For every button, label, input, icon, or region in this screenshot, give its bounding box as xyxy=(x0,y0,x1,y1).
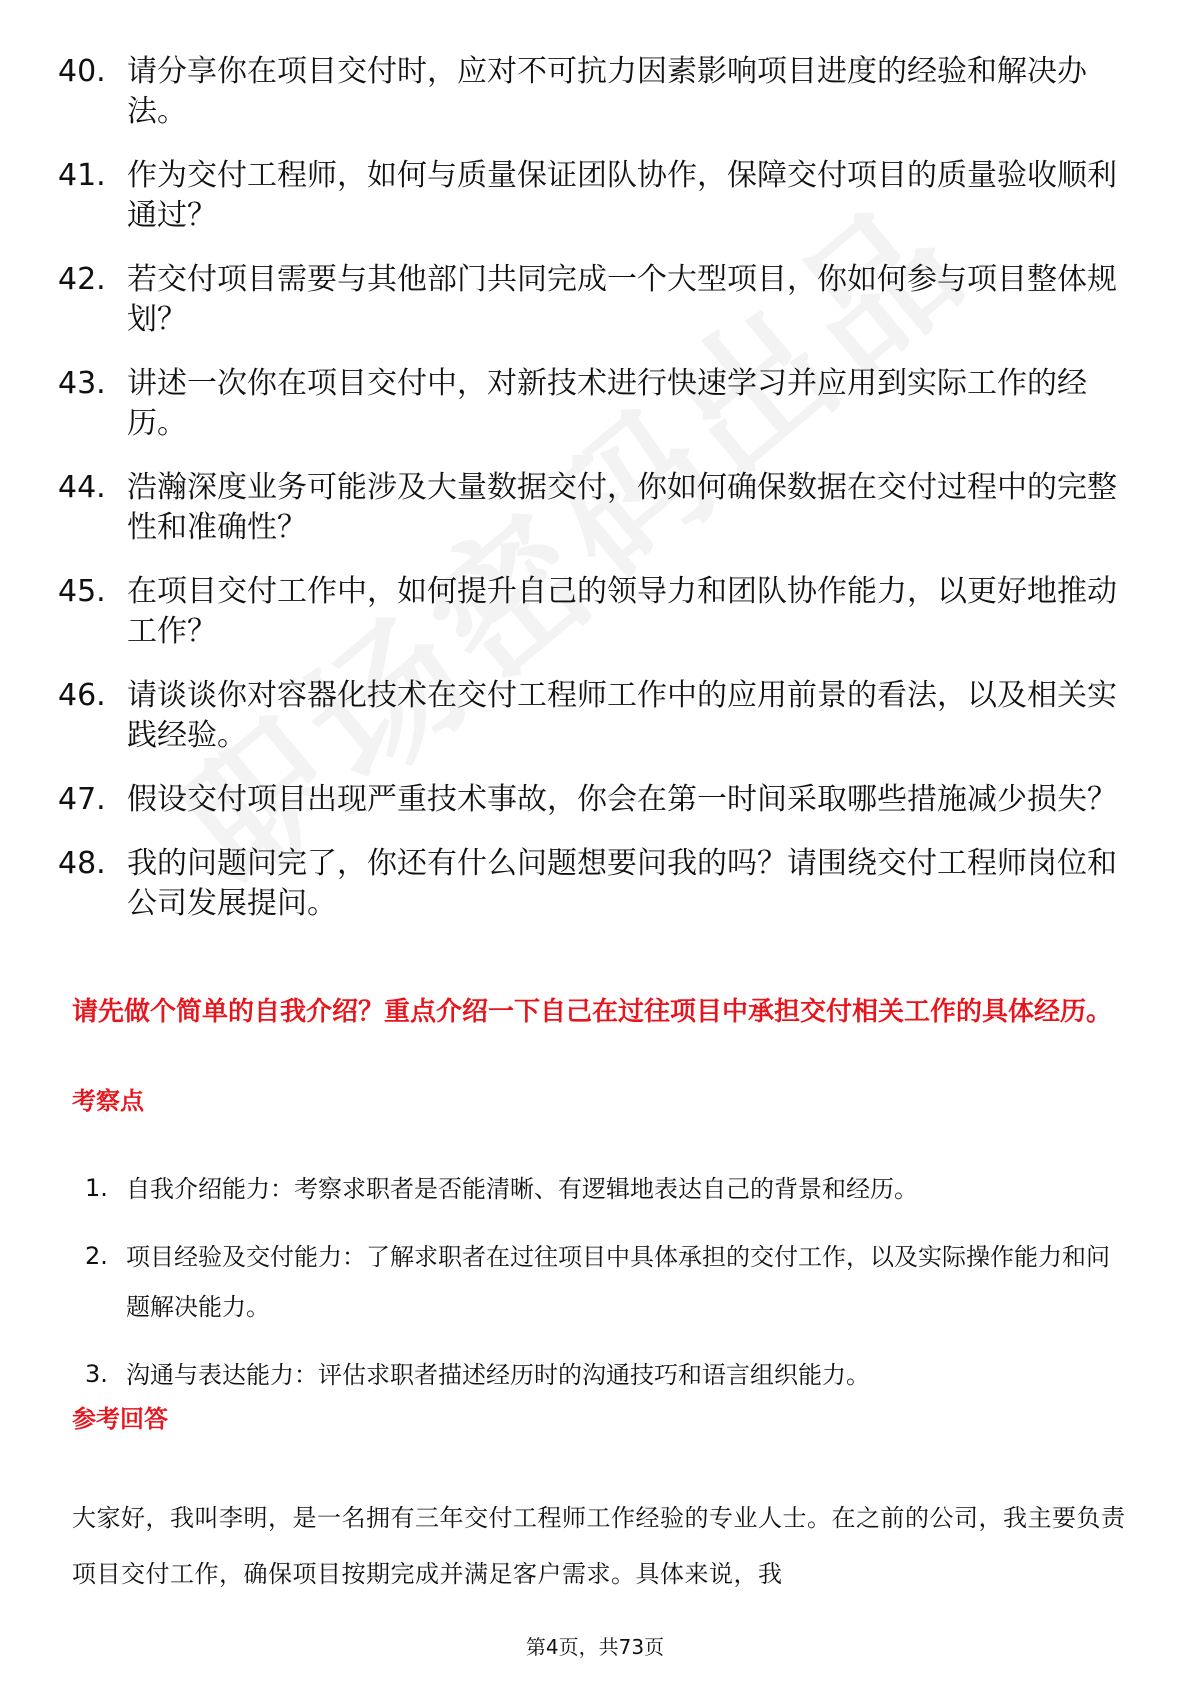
focus-point xyxy=(0,1164,1190,1214)
question-item-41 xyxy=(0,156,1190,236)
focus-point-number: 1. xyxy=(85,1174,108,1202)
focus-point xyxy=(0,1350,1190,1400)
focus-point-number: 3. xyxy=(85,1360,108,1388)
question-number: 40. xyxy=(58,54,106,89)
question-item-46 xyxy=(0,676,1190,756)
question-number: 41. xyxy=(58,158,106,193)
question-number: 46. xyxy=(58,678,106,713)
question-number: 43. xyxy=(58,366,106,401)
question-item-45 xyxy=(0,572,1190,652)
question-item-43 xyxy=(0,364,1190,444)
question-text: 我的问题问完了，你还有什么问题想要问我的吗？请围绕交付工程师岗位和公司发展提问。 xyxy=(127,846,1117,921)
question-item-42 xyxy=(0,260,1190,340)
question-number: 44. xyxy=(58,470,106,505)
question-headline: 请先做个简单的自我介绍？重点介绍一下自己在过往项目中承担交付相关工作的具体经历。 xyxy=(72,997,1113,1027)
question-item-48 xyxy=(0,844,1190,924)
question-text: 讲述一次你在项目交付中，对新技术进行快速学习并应用到实际工作的经历。 xyxy=(127,366,1087,441)
question-item-47 xyxy=(0,780,1190,820)
answer-section-title: 参考回答 xyxy=(72,1405,168,1433)
question-number: 48. xyxy=(58,846,106,881)
question-number: 42. xyxy=(58,262,106,297)
question-number: 47. xyxy=(58,782,106,817)
focus-point-number: 2. xyxy=(85,1242,108,1270)
answer-paragraph: 大家好，我叫李明，是一名拥有三年交付工程师工作经验的专业人士。在之前的公司，我主要负责项目交付工作，确保项目按期完成并满足客户需求。具体来说，我 xyxy=(72,1504,1126,1588)
question-text: 假设交付项目出现严重技术事故，你会在第一时间采取哪些措施减少损失？ xyxy=(127,782,1117,817)
question-text: 请分享你在项目交付时，应对不可抗力因素影响项目进度的经验和解决办法。 xyxy=(127,54,1087,129)
focus-point-text: 项目经验及交付能力：了解求职者在过往项目中具体承担的交付工作，以及实际操作能力和问题解决能力。 xyxy=(126,1243,1110,1321)
focus-point-text: 自我介绍能力：考察求职者是否能清晰、有逻辑地表达自己的背景和经历。 xyxy=(126,1175,918,1203)
question-text: 请谈谈你对容器化技术在交付工程师工作中的应用前景的看法，以及相关实践经验。 xyxy=(127,678,1117,753)
focus-point xyxy=(0,1232,1190,1332)
question-text: 若交付项目需要与其他部门共同完成一个大型项目，你如何参与项目整体规划？ xyxy=(127,262,1117,337)
page-number: 第4页，共73页 xyxy=(525,1635,665,1659)
question-number: 45. xyxy=(58,574,106,609)
question-list xyxy=(0,52,1190,948)
focus-points-list xyxy=(0,1164,1190,1418)
focus-section-title: 考察点 xyxy=(72,1087,144,1115)
focus-point-text: 沟通与表达能力：评估求职者描述经历时的沟通技巧和语言组织能力。 xyxy=(126,1361,870,1389)
question-item-40 xyxy=(0,52,1190,132)
question-text: 作为交付工程师，如何与质量保证团队协作，保障交付项目的质量验收顺利通过？ xyxy=(127,158,1117,233)
question-text: 浩瀚深度业务可能涉及大量数据交付，你如何确保数据在交付过程中的完整性和准确性？ xyxy=(127,470,1117,545)
question-item-44 xyxy=(0,468,1190,548)
question-text: 在项目交付工作中，如何提升自己的领导力和团队协作能力，以更好地推动工作？ xyxy=(127,574,1117,649)
